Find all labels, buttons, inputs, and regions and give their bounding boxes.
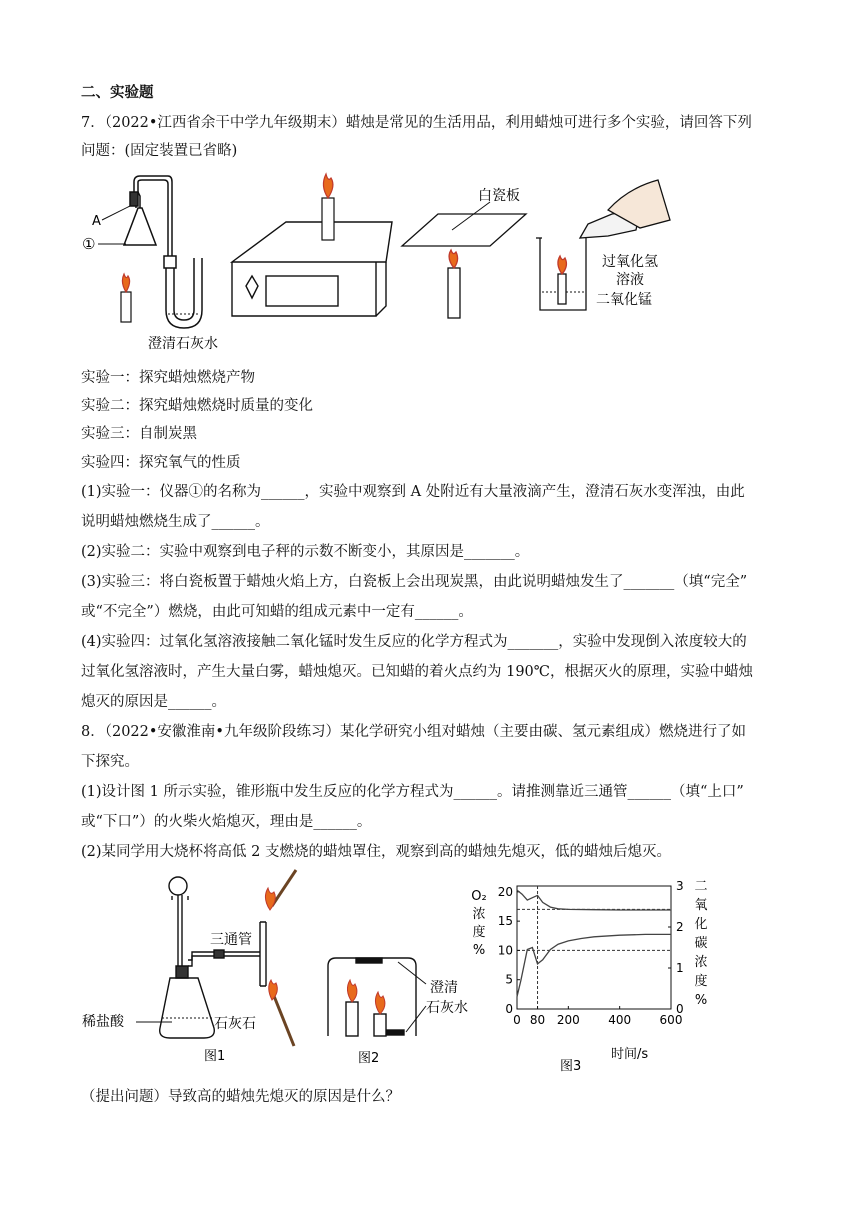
q8-question: （提出问题）导致高的蜡烛先熄灭的原因是什么？ (81, 1089, 400, 1105)
q7-sub4-line1: (4)实验四：过氧化氢溶液接触二氧化锰时发生反应的化学方程式为_______，实验中发现倒入浓度较大的 (81, 634, 747, 650)
label-h2o2-1: 过氧化氢 (602, 254, 658, 270)
exp3-text: 实验三：自制炭黑 (81, 426, 197, 442)
match-upper (265, 870, 296, 910)
experiment1-apparatus (124, 176, 202, 328)
fig1-caption: 图1 (204, 1049, 226, 1064)
label-tee: 三通管 (210, 932, 252, 948)
chart-ylabel-left-char: O₂ (471, 889, 487, 904)
chart-x-tick-label: 0 (513, 1013, 521, 1027)
q8-line2: 下探究。 (81, 754, 139, 770)
q8-sub1-line2: 或“下口”）的火柴火焰熄灭，理由是______。 (81, 814, 372, 830)
candle-2 (322, 174, 334, 240)
label-A: A (92, 214, 101, 229)
chart-ylabel-left-char: 度 (472, 925, 486, 940)
fig2-caption: 图2 (358, 1051, 380, 1066)
label-lime1: 澄清 (430, 980, 458, 996)
match-lower (269, 980, 294, 1046)
chart-x-tick-label: 600 (659, 1013, 683, 1027)
beaker-setup (536, 180, 670, 310)
chart-right-tick-label: 2 (676, 920, 684, 934)
label-hcl: 稀盐酸 (82, 1014, 124, 1030)
chart-xlabel: 时间/s (611, 1047, 649, 1062)
label-limewater: 澄清石灰水 (148, 336, 218, 352)
fig1-apparatus (160, 877, 266, 1038)
chart-ylabel-left-char: % (472, 943, 486, 958)
chart-left-tick-label: 5 (505, 972, 513, 987)
electronic-scale (232, 222, 392, 316)
fig3-chart (465, 874, 725, 1084)
q8-line1: 8．（2022•安徽淮南•九年级阶段练习）某化学研究小组对蜡烛（主要由碳、氢元素组成）燃烧进行了如 (81, 724, 746, 740)
q7-sub2: (2)实验二：实验中观察到电子秤的示数不断变小，其原因是_______。 (81, 544, 530, 560)
chart-left-tick-label: 15 (497, 914, 513, 929)
q7-sub3-line2: 或“不完全”）燃烧，由此可知蜡的组成元素中一定有______。 (81, 604, 473, 620)
chart-x-tick-label: 200 (556, 1013, 580, 1027)
chart-left-tick-label: 20 (497, 884, 513, 899)
chart-ylabel-right-char: 浓 (694, 955, 708, 970)
q7-sub1-line2: 说明蜡烛燃烧生成了______。 (81, 514, 270, 530)
chart-frame (517, 886, 671, 1009)
chart-left-tick-label: 10 (497, 943, 513, 958)
chart-x-tick-label: 400 (608, 1013, 632, 1027)
chart-right-tick-label: 1 (676, 961, 684, 975)
q8-figure-1-2 (80, 866, 490, 1086)
q8-sub1-line1: (1)设计图 1 所示实验，锥形瓶中发生反应的化学方程式为______。请推测靠近三通管______（填“上口” (81, 784, 744, 800)
label-lime2: 石灰水 (426, 1000, 468, 1016)
chart-ylabel-right-char: 二 (694, 879, 708, 894)
chart-ylabel-right-char: % (694, 993, 708, 1008)
chart-series-o2-line (517, 890, 671, 910)
chart-left-tick-label: 0 (505, 1002, 513, 1016)
exp2-text: 实验二：探究蜡烛燃烧时质量的变化 (81, 398, 313, 414)
q7-sub4-line3: 熄灭的原因是______。 (81, 694, 226, 710)
exp1-text: 实验一：探究蜡烛燃烧产物 (81, 370, 255, 386)
section-title: 二、实验题 (81, 84, 154, 101)
q7-line2: 问题：(固定装置已省略) (81, 143, 238, 159)
chart-ylabel-right-char: 化 (694, 917, 708, 932)
chart-ylabel-right-char: 度 (694, 974, 708, 989)
q8-sub2: (2)某同学用大烧杯将高低 2 支燃烧的蜡烛罩住，观察到高的蜡烛先熄灭，低的蜡烛后熄灭。 (81, 844, 671, 860)
porcelain-plate-setup (402, 202, 526, 318)
candle-1 (121, 274, 131, 322)
fig2-apparatus (328, 958, 426, 1036)
chart-right-tick-label: 3 (676, 879, 684, 893)
label-mno2: 二氧化锰 (596, 292, 652, 308)
chart-x-tick-label: 80 (529, 1013, 546, 1027)
chart-ylabel-left-char: 浓 (472, 907, 486, 922)
chart-ylabel-right-char: 碳 (694, 936, 708, 951)
q7-apparatus-figure (80, 170, 700, 360)
chart-ylabel-right-char: 氧 (694, 898, 708, 913)
q7-sub4-line2: 过氧化氢溶液时，产生大量白雾，蜡烛熄灭。已知蜡的着火点约为 190℃，根据灭火的原理，实验中蜡烛 (81, 664, 754, 680)
label-limestone: 石灰石 (214, 1016, 256, 1032)
label-h2o2-2: 溶液 (616, 272, 644, 288)
label-circle1: ① (82, 235, 96, 253)
fig3-caption: 图3 (560, 1059, 582, 1074)
chart-series-co2-line (517, 934, 671, 996)
q7-sub3-line1: (3)实验三：将白瓷板置于蜡烛火焰上方，白瓷板上会出现炭黑，由此说明蜡烛发生了_______（填“完全” (81, 574, 748, 590)
chart-right-tick-label: 0 (676, 1002, 684, 1016)
label-porcelain: 白瓷板 (478, 188, 520, 204)
exp4-text: 实验四：探究氧气的性质 (81, 455, 241, 471)
q7-line1: 7．（2022•江西省余干中学九年级期末）蜡烛是常见的生活用品，利用蜡烛可进行多个实验，请回答下列 (81, 115, 752, 131)
q7-sub1-line1: (1)实验一：仪器①的名称为______，实验中观察到 A 处附近有大量液滴产生，澄清石灰水变浑浊，由此 (81, 484, 745, 500)
